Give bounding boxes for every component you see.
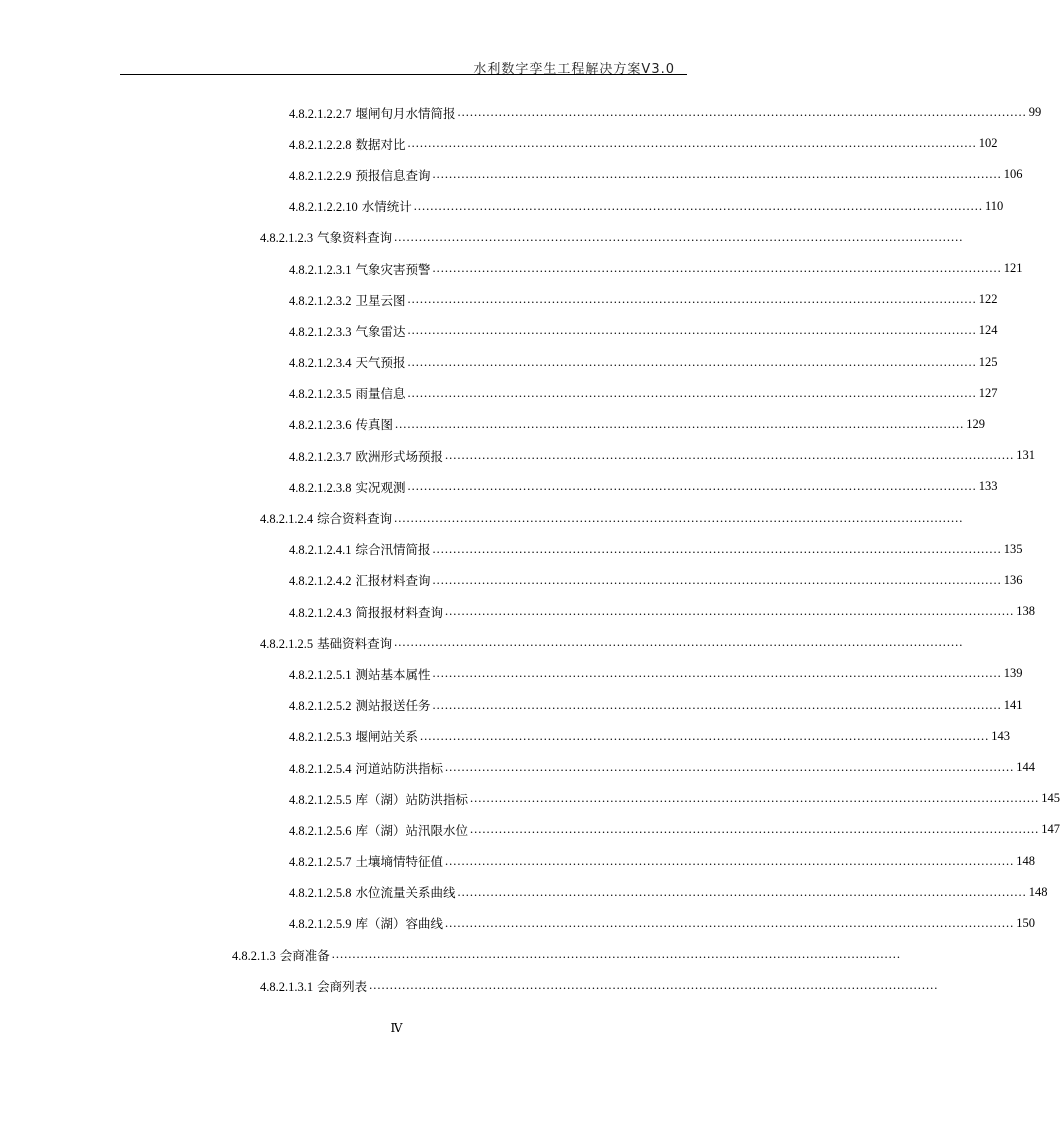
toc-entry-number: 4.8.2.1.2.3.1: [289, 262, 352, 277]
toc-entry-title: 基础资料查询: [317, 636, 393, 651]
toc-dot-leader: ..........................................................................................................................................: [432, 697, 1002, 712]
toc-entry-number: 4.8.2.1.2.3.2: [289, 293, 352, 308]
toc-entry-page-number: 150: [1016, 915, 1036, 930]
toc-entry-number: 4.8.2.1.2.3.3: [289, 324, 352, 339]
footer-page-number: Ⅳ: [390, 1021, 403, 1035]
toc-dot-leader: ..........................................................................................................................................: [407, 136, 977, 151]
toc-entry[interactable]: [0, 783, 1060, 814]
toc-entry-text: [289, 759, 443, 777]
toc-entry-text: [289, 727, 418, 745]
toc-entry-title: 土壤墒情特征值: [355, 855, 444, 870]
toc-entry[interactable]: [0, 534, 1023, 565]
toc-entry[interactable]: [0, 846, 1036, 877]
toc-entry-page-number: 102: [978, 136, 998, 151]
toc-entry-page-number: 129: [966, 416, 986, 431]
toc-entry-title: 预报信息查询: [355, 168, 431, 183]
toc-entry[interactable]: [0, 721, 1011, 752]
toc-entry-title: 简报报材料查询: [355, 605, 444, 620]
toc-entry-number: 4.8.2.1.2.4.2: [289, 574, 352, 589]
toc-entry-page-number: 121: [1003, 261, 1023, 276]
toc-dot-leader: ..........................................................................................................................................: [369, 978, 939, 993]
toc-entry-title: 会商准备: [279, 948, 330, 963]
toc-entry[interactable]: [0, 284, 998, 315]
toc-entry-page-number: 99: [1028, 105, 1042, 120]
toc-entry-number: 4.8.2.1.3.1: [260, 979, 314, 994]
toc-entry-title: 库（湖）站汛限水位: [355, 823, 469, 838]
toc-entry[interactable]: [0, 409, 986, 440]
toc-entry-number: 4.8.2.1.2.4.3: [289, 605, 352, 620]
toc-entry-text: [289, 852, 443, 870]
toc-entry-text: [289, 696, 431, 714]
toc-entry[interactable]: [0, 128, 998, 159]
toc-entry-title: 会商列表: [317, 979, 368, 994]
toc-entry-title: 测站报送任务: [355, 699, 431, 714]
toc-entry-title: 汇报材料查询: [355, 574, 431, 589]
toc-entry[interactable]: [0, 502, 964, 533]
toc-entry[interactable]: [0, 752, 1036, 783]
toc-entry-page-number: 138: [1016, 604, 1036, 619]
toc-entry-title: 测站基本属性: [355, 667, 431, 682]
toc-dot-leader: ..........................................................................................................................................: [445, 604, 1015, 619]
toc-dot-leader: ..........................................................................................................................................: [394, 510, 964, 525]
toc-entry-page-number: 110: [985, 198, 1004, 213]
toc-entry-title: 实况观测: [355, 480, 406, 495]
toc-dot-leader: ..........................................................................................................................................: [395, 416, 965, 431]
toc-dot-leader: ..........................................................................................................................................: [407, 479, 977, 494]
toc-dot-leader: ..........................................................................................................................................: [445, 448, 1015, 463]
toc-entry[interactable]: [0, 440, 1036, 471]
toc-dot-leader: ..........................................................................................................................................: [432, 167, 1002, 182]
toc-entry[interactable]: [0, 658, 1023, 689]
toc-entry-page-number: 141: [1003, 697, 1023, 712]
toc-entry[interactable]: [0, 877, 1048, 908]
toc-entry-text: [289, 790, 468, 808]
toc-dot-leader: ..........................................................................................................................................: [445, 915, 1015, 930]
toc-entry[interactable]: [0, 970, 939, 1001]
toc-dot-leader: ..........................................................................................................................................: [407, 354, 977, 369]
toc-dot-leader: ..........................................................................................................................................: [432, 541, 1002, 556]
toc-entry-page-number: 139: [1003, 666, 1023, 681]
toc-entry[interactable]: [0, 814, 1060, 845]
toc-dot-leader: ..........................................................................................................................................: [445, 853, 1015, 868]
toc-entry-number: 4.8.2.1.2.3.5: [289, 387, 352, 402]
toc-entry-text: [289, 353, 406, 371]
toc-entry-number: 4.8.2.1.2.5.6: [289, 823, 352, 838]
toc-entry-text: [289, 291, 406, 309]
toc-entry-text: [289, 603, 443, 621]
toc-dot-leader: ..........................................................................................................................................: [394, 229, 964, 244]
toc-dot-leader: ..........................................................................................................................................: [457, 884, 1027, 899]
toc-entry-text: [289, 478, 406, 496]
toc-entry-page-number: 148: [1016, 853, 1036, 868]
toc-entry-title: 气象雷达: [355, 324, 406, 339]
toc-entry-page-number: 131: [1016, 448, 1036, 463]
toc-entry-text: [260, 228, 392, 246]
toc-entry-number: 4.8.2.1.3: [232, 948, 276, 963]
toc-dot-leader: ..........................................................................................................................................: [432, 666, 1002, 681]
toc-entry-text: [289, 197, 412, 215]
toc-entry[interactable]: [0, 627, 964, 658]
toc-entry-text: [289, 540, 431, 558]
toc-entry-text: [232, 946, 330, 964]
toc-entry-text: [289, 135, 406, 153]
toc-entry-page-number: 145: [1041, 791, 1060, 806]
toc-entry-title: 欧洲形式场预报: [355, 449, 444, 464]
toc-entry-page-number: 124: [978, 323, 998, 338]
toc-entry-page-number: 125: [978, 354, 998, 369]
table-of-contents: [0, 97, 1060, 1001]
toc-entry-text: [289, 415, 393, 433]
toc-entry-number: 4.8.2.1.2.2.10: [289, 200, 358, 215]
toc-entry-number: 4.8.2.1.2.3: [260, 231, 314, 246]
toc-entry[interactable]: [0, 253, 1023, 284]
toc-entry[interactable]: [0, 159, 1023, 190]
toc-entry-text: [289, 571, 431, 589]
toc-dot-leader: ..........................................................................................................................................: [457, 105, 1027, 120]
toc-entry-number: 4.8.2.1.2.5.5: [289, 792, 352, 807]
toc-entry-title: 卫星云图: [355, 293, 406, 308]
toc-entry[interactable]: [0, 690, 1023, 721]
toc-entry[interactable]: [0, 596, 1036, 627]
toc-entry-number: 4.8.2.1.2.5.8: [289, 886, 352, 901]
toc-entry-number: 4.8.2.1.2.2.7: [289, 106, 352, 121]
toc-entry-number: 4.8.2.1.2.5.9: [289, 917, 352, 932]
toc-entry-page-number: 147: [1041, 822, 1060, 837]
toc-dot-leader: ..........................................................................................................................................: [407, 385, 977, 400]
toc-entry-title: 传真图: [355, 418, 394, 433]
toc-entry-text: [289, 447, 443, 465]
toc-entry-number: 4.8.2.1.2.3.8: [289, 480, 352, 495]
toc-dot-leader: ..........................................................................................................................................: [407, 323, 977, 338]
toc-entry-page-number: 143: [991, 728, 1011, 743]
toc-entry[interactable]: [0, 378, 998, 409]
toc-entry-page-number: 122: [978, 292, 998, 307]
toc-entry-title: 雨量信息: [355, 387, 406, 402]
header-rule: [120, 74, 687, 75]
toc-entry[interactable]: [0, 97, 1042, 128]
toc-entry-number: 4.8.2.1.2.3.4: [289, 356, 352, 371]
toc-entry-text: [289, 384, 406, 402]
toc-entry-title: 堰闸旬月水情简报: [355, 106, 456, 121]
toc-entry-title: 天气预报: [355, 356, 406, 371]
toc-entry-text: [289, 665, 431, 683]
toc-entry[interactable]: [0, 222, 964, 253]
toc-entry-title: 堰闸站关系: [355, 730, 419, 745]
toc-entry[interactable]: [0, 315, 998, 346]
toc-entry-text: [289, 322, 406, 340]
toc-entry-page-number: 148: [1028, 884, 1048, 899]
toc-entry-number: 4.8.2.1.2.3.6: [289, 418, 352, 433]
toc-dot-leader: ..........................................................................................................................................: [413, 198, 984, 213]
toc-entry-title: 综合资料查询: [317, 512, 393, 527]
toc-dot-leader: ..........................................................................................................................................: [432, 261, 1002, 276]
toc-entry-page-number: 133: [978, 479, 998, 494]
toc-entry-number: 4.8.2.1.2.5.1: [289, 667, 352, 682]
toc-entry-text: [289, 260, 431, 278]
document-header-title: 水利数字孪生工程解决方案V3.0: [473, 62, 675, 77]
toc-dot-leader: ..........................................................................................................................................: [470, 822, 1040, 837]
toc-entry-page-number: 136: [1003, 572, 1023, 587]
toc-entry-text: [260, 977, 367, 995]
toc-entry-text: [289, 104, 456, 122]
toc-entry-page-number: 144: [1016, 760, 1036, 775]
toc-entry-title: 库（湖）站防洪指标: [355, 792, 469, 807]
toc-entry-title: 水情统计: [361, 200, 412, 215]
toc-entry-page-number: 106: [1003, 167, 1023, 182]
toc-entry-title: 库（湖）容曲线: [355, 917, 444, 932]
toc-dot-leader: ..........................................................................................................................................: [432, 572, 1002, 587]
toc-entry-text: [289, 821, 468, 839]
toc-entry-number: 4.8.2.1.2.3.7: [289, 449, 352, 464]
toc-dot-leader: ..........................................................................................................................................: [445, 760, 1015, 775]
toc-entry[interactable]: [0, 565, 1023, 596]
toc-entry[interactable]: [0, 191, 1004, 222]
toc-entry-number: 4.8.2.1.2.2.9: [289, 168, 352, 183]
toc-entry-title: 综合汛情简报: [355, 543, 431, 558]
toc-entry-text: [289, 166, 431, 184]
toc-entry-number: 4.8.2.1.2.4.1: [289, 543, 352, 558]
toc-entry-text: [289, 883, 456, 901]
toc-dot-leader: ..........................................................................................................................................: [394, 635, 964, 650]
toc-entry[interactable]: [0, 347, 998, 378]
toc-entry-number: 4.8.2.1.2.5.3: [289, 730, 352, 745]
toc-entry-title: 气象灾害预警: [355, 262, 431, 277]
toc-entry-title: 数据对比: [355, 137, 406, 152]
toc-entry-page-number: 127: [978, 385, 998, 400]
toc-dot-leader: ..........................................................................................................................................: [331, 947, 902, 962]
toc-entry-title: 河道站防洪指标: [355, 761, 444, 776]
toc-entry[interactable]: [0, 908, 1036, 939]
toc-entry[interactable]: [0, 471, 998, 502]
toc-entry-number: 4.8.2.1.2.5.2: [289, 699, 352, 714]
toc-dot-leader: ..........................................................................................................................................: [420, 728, 990, 743]
toc-entry-title: 水位流量关系曲线: [355, 886, 456, 901]
toc-dot-leader: ..........................................................................................................................................: [407, 292, 977, 307]
toc-entry[interactable]: [0, 939, 902, 970]
toc-entry-text: [289, 914, 443, 932]
toc-entry-text: [260, 509, 392, 527]
toc-entry-title: 气象资料查询: [317, 231, 393, 246]
toc-entry-number: 4.8.2.1.2.5.4: [289, 761, 352, 776]
toc-entry-number: 4.8.2.1.2.2.8: [289, 137, 352, 152]
toc-dot-leader: ..........................................................................................................................................: [470, 791, 1040, 806]
toc-entry-number: 4.8.2.1.2.4: [260, 512, 314, 527]
toc-entry-number: 4.8.2.1.2.5.7: [289, 855, 352, 870]
toc-entry-number: 4.8.2.1.2.5: [260, 636, 314, 651]
toc-entry-page-number: 135: [1003, 541, 1023, 556]
toc-entry-text: [260, 634, 392, 652]
